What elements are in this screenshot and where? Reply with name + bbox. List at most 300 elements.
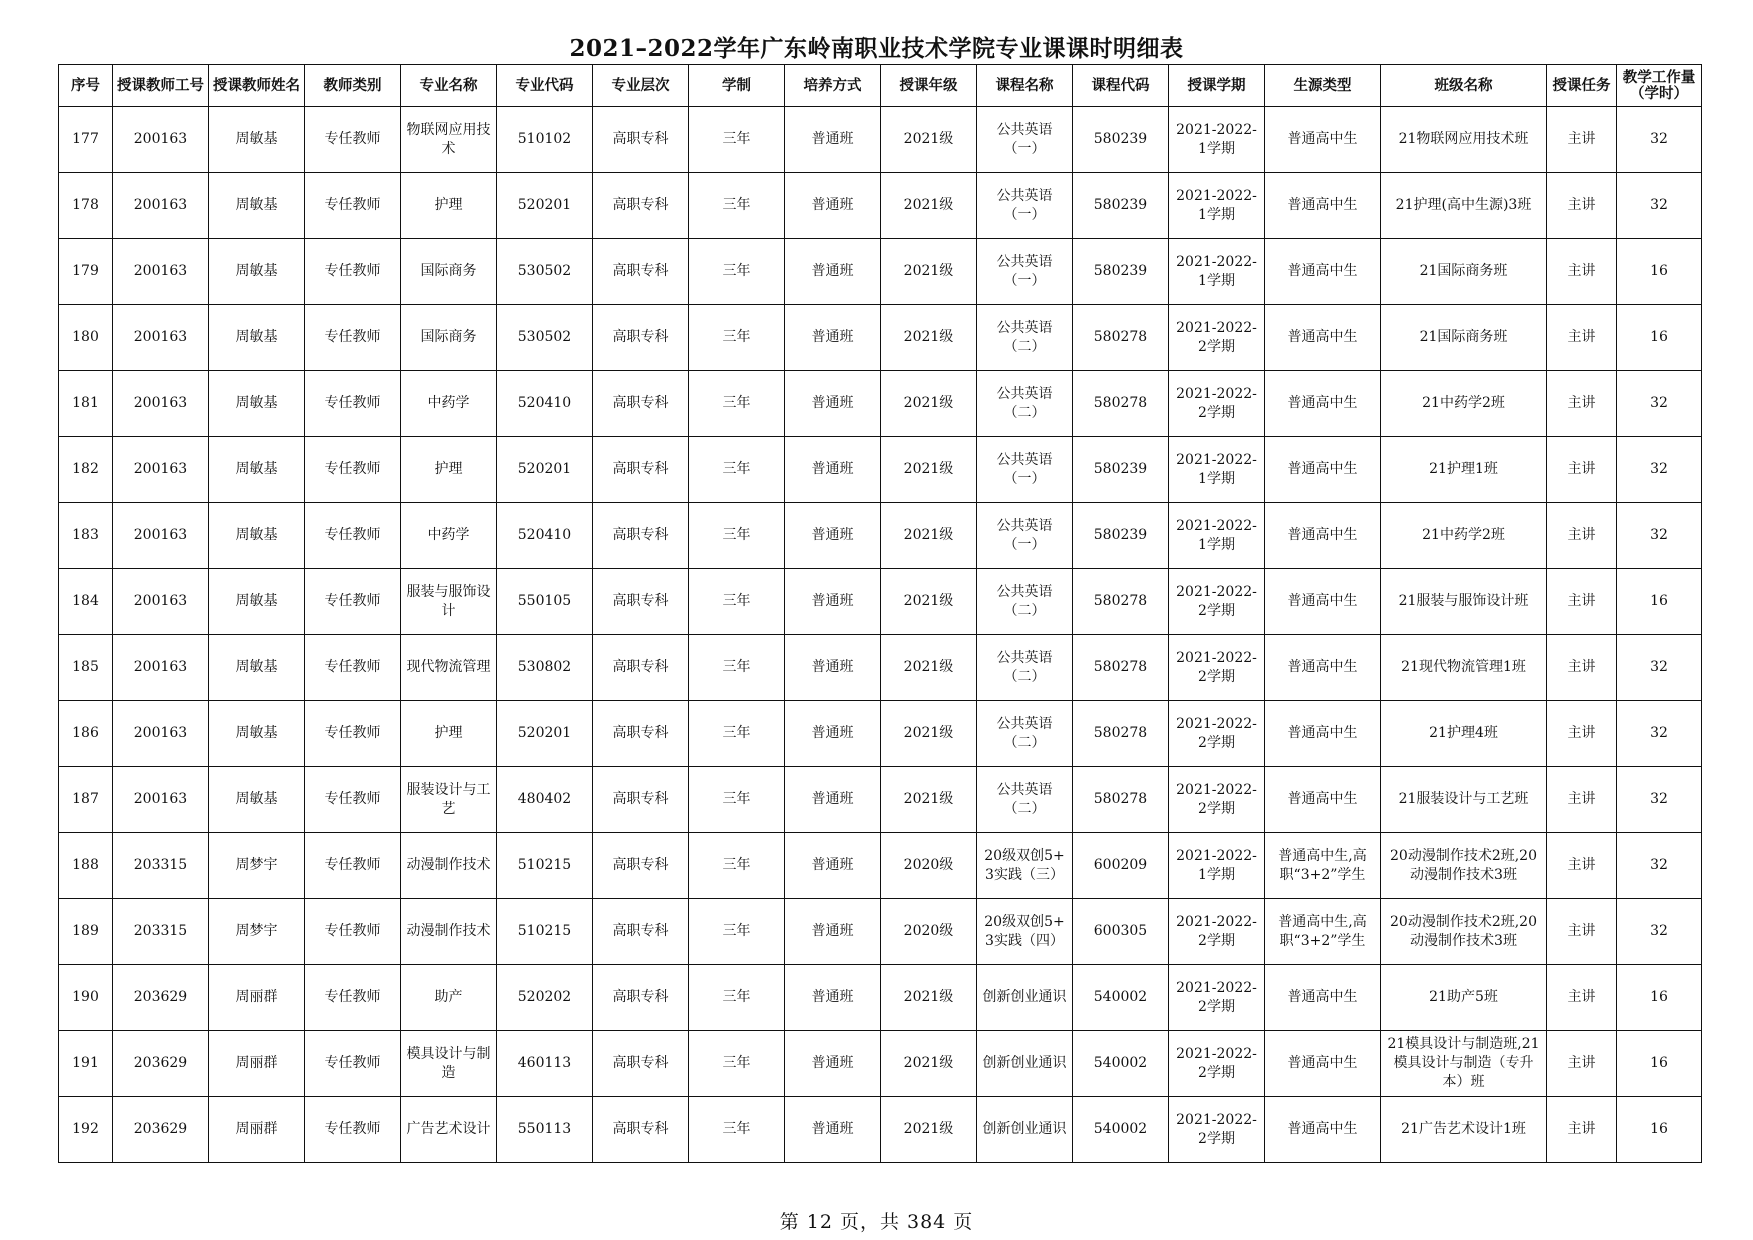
column-header: 培养方式 — [785, 65, 881, 107]
table-cell: 188 — [59, 833, 113, 899]
table-cell: 530802 — [497, 635, 593, 701]
table-cell: 580278 — [1073, 767, 1169, 833]
table-cell: 公共英语（二） — [977, 701, 1073, 767]
table-cell: 高职专科 — [593, 1097, 689, 1163]
table-cell: 21国际商务班 — [1381, 239, 1547, 305]
table-cell: 专任教师 — [305, 569, 401, 635]
table-cell: 主讲 — [1547, 371, 1617, 437]
column-header: 授课教师工号 — [113, 65, 209, 107]
table-cell: 580278 — [1073, 635, 1169, 701]
table-cell: 540002 — [1073, 1031, 1169, 1097]
table-cell: 200163 — [113, 371, 209, 437]
column-header: 授课教师姓名 — [209, 65, 305, 107]
table-cell: 周敏基 — [209, 437, 305, 503]
table-cell: 三年 — [689, 899, 785, 965]
table-cell: 三年 — [689, 569, 785, 635]
table-cell: 2021-2022-2学期 — [1169, 1031, 1265, 1097]
table-cell: 主讲 — [1547, 173, 1617, 239]
table-cell: 32 — [1617, 701, 1702, 767]
table-cell: 护理 — [401, 701, 497, 767]
table-cell: 高职专科 — [593, 635, 689, 701]
table-cell: 公共英语（二） — [977, 767, 1073, 833]
table-cell: 高职专科 — [593, 503, 689, 569]
table-cell: 2021级 — [881, 701, 977, 767]
table-cell: 主讲 — [1547, 767, 1617, 833]
table-cell: 21服装与服饰设计班 — [1381, 569, 1547, 635]
table-cell: 高职专科 — [593, 371, 689, 437]
table-cell: 主讲 — [1547, 899, 1617, 965]
table-cell: 185 — [59, 635, 113, 701]
table-cell: 2021级 — [881, 569, 977, 635]
table-cell: 普通高中生 — [1265, 239, 1381, 305]
table-cell: 高职专科 — [593, 833, 689, 899]
table-cell: 580278 — [1073, 701, 1169, 767]
table-cell: 专任教师 — [305, 107, 401, 173]
table-cell: 16 — [1617, 965, 1702, 1031]
course-hours-table — [58, 64, 1702, 1163]
table-cell: 公共英语（一） — [977, 503, 1073, 569]
table-cell: 21护理(高中生源)3班 — [1381, 173, 1547, 239]
table-cell: 182 — [59, 437, 113, 503]
table-cell: 2021-2022-1学期 — [1169, 437, 1265, 503]
table-cell: 460113 — [497, 1031, 593, 1097]
table-cell: 周敏基 — [209, 635, 305, 701]
table-cell: 520201 — [497, 173, 593, 239]
table-cell: 21广告艺术设计1班 — [1381, 1097, 1547, 1163]
table-cell: 三年 — [689, 437, 785, 503]
table-cell: 540002 — [1073, 1097, 1169, 1163]
table-cell: 国际商务 — [401, 239, 497, 305]
table-cell: 2021-2022-1学期 — [1169, 239, 1265, 305]
table-cell: 服装设计与工艺 — [401, 767, 497, 833]
table-cell: 三年 — [689, 305, 785, 371]
table-cell: 三年 — [689, 1097, 785, 1163]
table-cell: 专任教师 — [305, 965, 401, 1031]
table-cell: 普通高中生 — [1265, 1031, 1381, 1097]
table-cell: 32 — [1617, 371, 1702, 437]
table-cell: 高职专科 — [593, 1031, 689, 1097]
table-cell: 护理 — [401, 437, 497, 503]
table-row — [59, 767, 1702, 833]
table-cell: 2021-2022-2学期 — [1169, 569, 1265, 635]
table-cell: 520202 — [497, 965, 593, 1031]
table-cell: 2021-2022-2学期 — [1169, 1097, 1265, 1163]
table-cell: 周敏基 — [209, 569, 305, 635]
table-cell: 200163 — [113, 767, 209, 833]
table-cell: 三年 — [689, 1031, 785, 1097]
table-cell: 普通高中生 — [1265, 173, 1381, 239]
table-cell: 创新创业通识 — [977, 1097, 1073, 1163]
table-cell: 广告艺术设计 — [401, 1097, 497, 1163]
table-cell: 32 — [1617, 173, 1702, 239]
table-cell: 模具设计与制造 — [401, 1031, 497, 1097]
table-cell: 520410 — [497, 503, 593, 569]
table-row — [59, 305, 1702, 371]
table-cell: 200163 — [113, 305, 209, 371]
table-cell: 国际商务 — [401, 305, 497, 371]
table-cell: 专任教师 — [305, 239, 401, 305]
table-cell: 21中药学2班 — [1381, 503, 1547, 569]
table-cell: 普通班 — [785, 965, 881, 1031]
table-cell: 周敏基 — [209, 173, 305, 239]
table-cell: 普通班 — [785, 767, 881, 833]
table-cell: 三年 — [689, 173, 785, 239]
table-cell: 520201 — [497, 437, 593, 503]
table-cell: 21国际商务班 — [1381, 305, 1547, 371]
table-cell: 177 — [59, 107, 113, 173]
table-cell: 200163 — [113, 437, 209, 503]
table-cell: 主讲 — [1547, 107, 1617, 173]
table-cell: 普通高中生 — [1265, 569, 1381, 635]
table-cell: 周丽群 — [209, 1097, 305, 1163]
table-cell: 189 — [59, 899, 113, 965]
table-cell: 服装与服饰设计 — [401, 569, 497, 635]
table-cell: 179 — [59, 239, 113, 305]
table-cell: 200163 — [113, 701, 209, 767]
table-cell: 三年 — [689, 239, 785, 305]
table-cell: 16 — [1617, 1031, 1702, 1097]
table-cell: 普通班 — [785, 437, 881, 503]
table-cell: 普通高中生 — [1265, 767, 1381, 833]
table-cell: 480402 — [497, 767, 593, 833]
table-cell: 专任教师 — [305, 701, 401, 767]
table-cell: 主讲 — [1547, 1031, 1617, 1097]
table-cell: 周敏基 — [209, 767, 305, 833]
table-cell: 公共英语（二） — [977, 569, 1073, 635]
table-cell: 周敏基 — [209, 701, 305, 767]
table-cell: 三年 — [689, 767, 785, 833]
table-cell: 203629 — [113, 1097, 209, 1163]
table-cell: 主讲 — [1547, 635, 1617, 701]
table-cell: 普通班 — [785, 833, 881, 899]
table-cell: 2021级 — [881, 965, 977, 1031]
table-cell: 专任教师 — [305, 767, 401, 833]
table-cell: 2021-2022-1学期 — [1169, 173, 1265, 239]
table-row — [59, 371, 1702, 437]
table-cell: 550105 — [497, 569, 593, 635]
table-cell: 主讲 — [1547, 239, 1617, 305]
table-cell: 2021-2022-2学期 — [1169, 371, 1265, 437]
table-cell: 普通高中生 — [1265, 371, 1381, 437]
table-cell: 普通班 — [785, 371, 881, 437]
table-cell: 32 — [1617, 503, 1702, 569]
table-cell: 三年 — [689, 635, 785, 701]
table-cell: 600209 — [1073, 833, 1169, 899]
table-cell: 三年 — [689, 503, 785, 569]
table-cell: 普通班 — [785, 701, 881, 767]
table-cell: 178 — [59, 173, 113, 239]
table-cell: 三年 — [689, 833, 785, 899]
table-cell: 2021级 — [881, 371, 977, 437]
table-cell: 现代物流管理 — [401, 635, 497, 701]
table-cell: 普通班 — [785, 635, 881, 701]
table-row — [59, 965, 1702, 1031]
table-cell: 三年 — [689, 371, 785, 437]
table-header-row — [59, 65, 1702, 107]
table-cell: 公共英语（一） — [977, 437, 1073, 503]
table-cell: 专任教师 — [305, 305, 401, 371]
table-cell: 普通高中生 — [1265, 701, 1381, 767]
table-cell: 20动漫制作技术2班,20动漫制作技术3班 — [1381, 899, 1547, 965]
table-cell: 580239 — [1073, 503, 1169, 569]
table-cell: 540002 — [1073, 965, 1169, 1031]
table-cell: 20级双创5+3实践（三） — [977, 833, 1073, 899]
table-cell: 普通高中生 — [1265, 437, 1381, 503]
table-cell: 600305 — [1073, 899, 1169, 965]
table-cell: 2021级 — [881, 1031, 977, 1097]
table-cell: 200163 — [113, 173, 209, 239]
table-cell: 21模具设计与制造班,21模具设计与制造（专升本）班 — [1381, 1031, 1547, 1097]
table-cell: 181 — [59, 371, 113, 437]
table-cell: 高职专科 — [593, 239, 689, 305]
table-row — [59, 899, 1702, 965]
table-cell: 2021级 — [881, 239, 977, 305]
table-cell: 32 — [1617, 437, 1702, 503]
table-cell: 2021级 — [881, 1097, 977, 1163]
table-cell: 主讲 — [1547, 305, 1617, 371]
table-cell: 32 — [1617, 833, 1702, 899]
table-cell: 中药学 — [401, 503, 497, 569]
column-header: 学制 — [689, 65, 785, 107]
table-cell: 2021-2022-1学期 — [1169, 833, 1265, 899]
table-cell: 530502 — [497, 305, 593, 371]
table-cell: 16 — [1617, 239, 1702, 305]
table-cell: 专任教师 — [305, 899, 401, 965]
table-cell: 580239 — [1073, 437, 1169, 503]
page-title: 2021–2022学年广东岭南职业技术学院专业课课时明细表 — [569, 35, 1184, 62]
table-cell: 专任教师 — [305, 503, 401, 569]
table-cell: 普通班 — [785, 503, 881, 569]
table-cell: 16 — [1617, 305, 1702, 371]
table-cell: 助产 — [401, 965, 497, 1031]
table-cell: 普通班 — [785, 107, 881, 173]
column-header: 专业名称 — [401, 65, 497, 107]
table-cell: 三年 — [689, 965, 785, 1031]
table-cell: 周敏基 — [209, 371, 305, 437]
table-cell: 203315 — [113, 899, 209, 965]
table-cell: 192 — [59, 1097, 113, 1163]
table-cell: 21物联网应用技术班 — [1381, 107, 1547, 173]
page-footer: 第 12 页，共 384 页 — [779, 1211, 974, 1233]
table-cell: 2021-2022-2学期 — [1169, 635, 1265, 701]
table-cell: 2021-2022-1学期 — [1169, 503, 1265, 569]
table-cell: 专任教师 — [305, 635, 401, 701]
table-row — [59, 503, 1702, 569]
table-cell: 公共英语（一） — [977, 107, 1073, 173]
table-cell: 主讲 — [1547, 503, 1617, 569]
table-cell: 普通班 — [785, 305, 881, 371]
table-cell: 530502 — [497, 239, 593, 305]
table-cell: 高职专科 — [593, 899, 689, 965]
table-cell: 2021级 — [881, 437, 977, 503]
table-cell: 普通高中生 — [1265, 305, 1381, 371]
table-row — [59, 833, 1702, 899]
table-cell: 创新创业通识 — [977, 965, 1073, 1031]
table-cell: 21中药学2班 — [1381, 371, 1547, 437]
table-cell: 公共英语（二） — [977, 305, 1073, 371]
table-cell: 20动漫制作技术2班,20动漫制作技术3班 — [1381, 833, 1547, 899]
table-cell: 普通高中生 — [1265, 635, 1381, 701]
table-cell: 周梦宇 — [209, 833, 305, 899]
table-cell: 2021-2022-2学期 — [1169, 767, 1265, 833]
table-cell: 周敏基 — [209, 239, 305, 305]
table-row — [59, 635, 1702, 701]
table-cell: 普通班 — [785, 899, 881, 965]
table-cell: 专任教师 — [305, 173, 401, 239]
table-cell: 普通班 — [785, 1031, 881, 1097]
table-cell: 专任教师 — [305, 833, 401, 899]
table-cell: 21护理4班 — [1381, 701, 1547, 767]
table-cell: 21现代物流管理1班 — [1381, 635, 1547, 701]
table-cell: 中药学 — [401, 371, 497, 437]
table-cell: 200163 — [113, 107, 209, 173]
table-cell: 高职专科 — [593, 767, 689, 833]
table-cell: 2021级 — [881, 503, 977, 569]
table-cell: 203629 — [113, 965, 209, 1031]
table-cell: 200163 — [113, 239, 209, 305]
table-cell: 公共英语（二） — [977, 371, 1073, 437]
table-cell: 公共英语（一） — [977, 173, 1073, 239]
table-cell: 动漫制作技术 — [401, 899, 497, 965]
column-header: 授课学期 — [1169, 65, 1265, 107]
column-header: 授课任务 — [1547, 65, 1617, 107]
table-cell: 高职专科 — [593, 965, 689, 1031]
table-cell: 主讲 — [1547, 1097, 1617, 1163]
table-cell: 580278 — [1073, 569, 1169, 635]
table-cell: 550113 — [497, 1097, 593, 1163]
table-cell: 高职专科 — [593, 701, 689, 767]
table-cell: 2020级 — [881, 899, 977, 965]
table-cell: 2021-2022-2学期 — [1169, 965, 1265, 1031]
table-cell: 2021级 — [881, 635, 977, 701]
table-cell: 普通高中生 — [1265, 107, 1381, 173]
table-cell: 510102 — [497, 107, 593, 173]
table-cell: 高职专科 — [593, 107, 689, 173]
table-cell: 200163 — [113, 503, 209, 569]
table-cell: 普通高中生,高职“3+2”学生 — [1265, 833, 1381, 899]
column-header: 班级名称 — [1381, 65, 1547, 107]
table-cell: 580278 — [1073, 371, 1169, 437]
table-cell: 主讲 — [1547, 569, 1617, 635]
table-cell: 2021-2022-1学期 — [1169, 107, 1265, 173]
table-body — [59, 107, 1702, 1163]
table-cell: 186 — [59, 701, 113, 767]
column-header: 教师类别 — [305, 65, 401, 107]
table-cell: 普通班 — [785, 1097, 881, 1163]
table-cell: 周敏基 — [209, 305, 305, 371]
table-cell: 2020级 — [881, 833, 977, 899]
table-cell: 2021-2022-2学期 — [1169, 701, 1265, 767]
table-cell: 32 — [1617, 107, 1702, 173]
table-cell: 普通高中生 — [1265, 965, 1381, 1031]
column-header: 课程代码 — [1073, 65, 1169, 107]
table-cell: 主讲 — [1547, 701, 1617, 767]
table-cell: 主讲 — [1547, 833, 1617, 899]
table-cell: 普通班 — [785, 569, 881, 635]
table-row — [59, 1031, 1702, 1097]
column-header: 教学工作量（学时） — [1617, 65, 1702, 107]
column-header: 专业代码 — [497, 65, 593, 107]
column-header: 授课年级 — [881, 65, 977, 107]
table-cell: 主讲 — [1547, 437, 1617, 503]
table-cell: 周丽群 — [209, 1031, 305, 1097]
column-header: 课程名称 — [977, 65, 1073, 107]
table-row — [59, 1097, 1702, 1163]
table-cell: 高职专科 — [593, 437, 689, 503]
table-cell: 专任教师 — [305, 1031, 401, 1097]
table-cell: 创新创业通识 — [977, 1031, 1073, 1097]
table-cell: 520201 — [497, 701, 593, 767]
table-cell: 191 — [59, 1031, 113, 1097]
table-cell: 普通高中生 — [1265, 1097, 1381, 1163]
table-cell: 2021级 — [881, 173, 977, 239]
table-row — [59, 173, 1702, 239]
table-cell: 180 — [59, 305, 113, 371]
table-cell: 203629 — [113, 1031, 209, 1097]
table-row — [59, 107, 1702, 173]
table-cell: 32 — [1617, 899, 1702, 965]
table-cell: 2021-2022-2学期 — [1169, 305, 1265, 371]
table-cell: 高职专科 — [593, 569, 689, 635]
table-cell: 2021-2022-2学期 — [1169, 899, 1265, 965]
table-row — [59, 701, 1702, 767]
table-cell: 公共英语（一） — [977, 239, 1073, 305]
table-cell: 580239 — [1073, 107, 1169, 173]
table-cell: 三年 — [689, 107, 785, 173]
table-cell: 2021级 — [881, 305, 977, 371]
table-cell: 190 — [59, 965, 113, 1031]
table-cell: 高职专科 — [593, 305, 689, 371]
table-cell: 公共英语（二） — [977, 635, 1073, 701]
column-header: 序号 — [59, 65, 113, 107]
table-cell: 2021级 — [881, 767, 977, 833]
table-cell: 专任教师 — [305, 371, 401, 437]
table-cell: 200163 — [113, 635, 209, 701]
table-cell: 普通班 — [785, 173, 881, 239]
table-cell: 510215 — [497, 833, 593, 899]
table-cell: 183 — [59, 503, 113, 569]
table-cell: 20级双创5+3实践（四） — [977, 899, 1073, 965]
table-cell: 专任教师 — [305, 1097, 401, 1163]
table-cell: 21护理1班 — [1381, 437, 1547, 503]
table-cell: 三年 — [689, 701, 785, 767]
table-row — [59, 437, 1702, 503]
table-cell: 16 — [1617, 1097, 1702, 1163]
table-cell: 护理 — [401, 173, 497, 239]
table-cell: 32 — [1617, 767, 1702, 833]
table-cell: 520410 — [497, 371, 593, 437]
table-cell: 普通班 — [785, 239, 881, 305]
table-cell: 21助产5班 — [1381, 965, 1547, 1031]
table-cell: 专任教师 — [305, 437, 401, 503]
table-cell: 周丽群 — [209, 965, 305, 1031]
table-cell: 32 — [1617, 635, 1702, 701]
table-cell: 普通高中生 — [1265, 503, 1381, 569]
table-cell: 184 — [59, 569, 113, 635]
table-cell: 动漫制作技术 — [401, 833, 497, 899]
table-cell: 580239 — [1073, 173, 1169, 239]
table-cell: 580239 — [1073, 239, 1169, 305]
table-cell: 高职专科 — [593, 173, 689, 239]
table-cell: 200163 — [113, 569, 209, 635]
table-cell: 187 — [59, 767, 113, 833]
table-cell: 周梦宇 — [209, 899, 305, 965]
table-cell: 580278 — [1073, 305, 1169, 371]
table-cell: 周敏基 — [209, 503, 305, 569]
table-cell: 21服装设计与工艺班 — [1381, 767, 1547, 833]
table-cell: 203315 — [113, 833, 209, 899]
table-cell: 510215 — [497, 899, 593, 965]
